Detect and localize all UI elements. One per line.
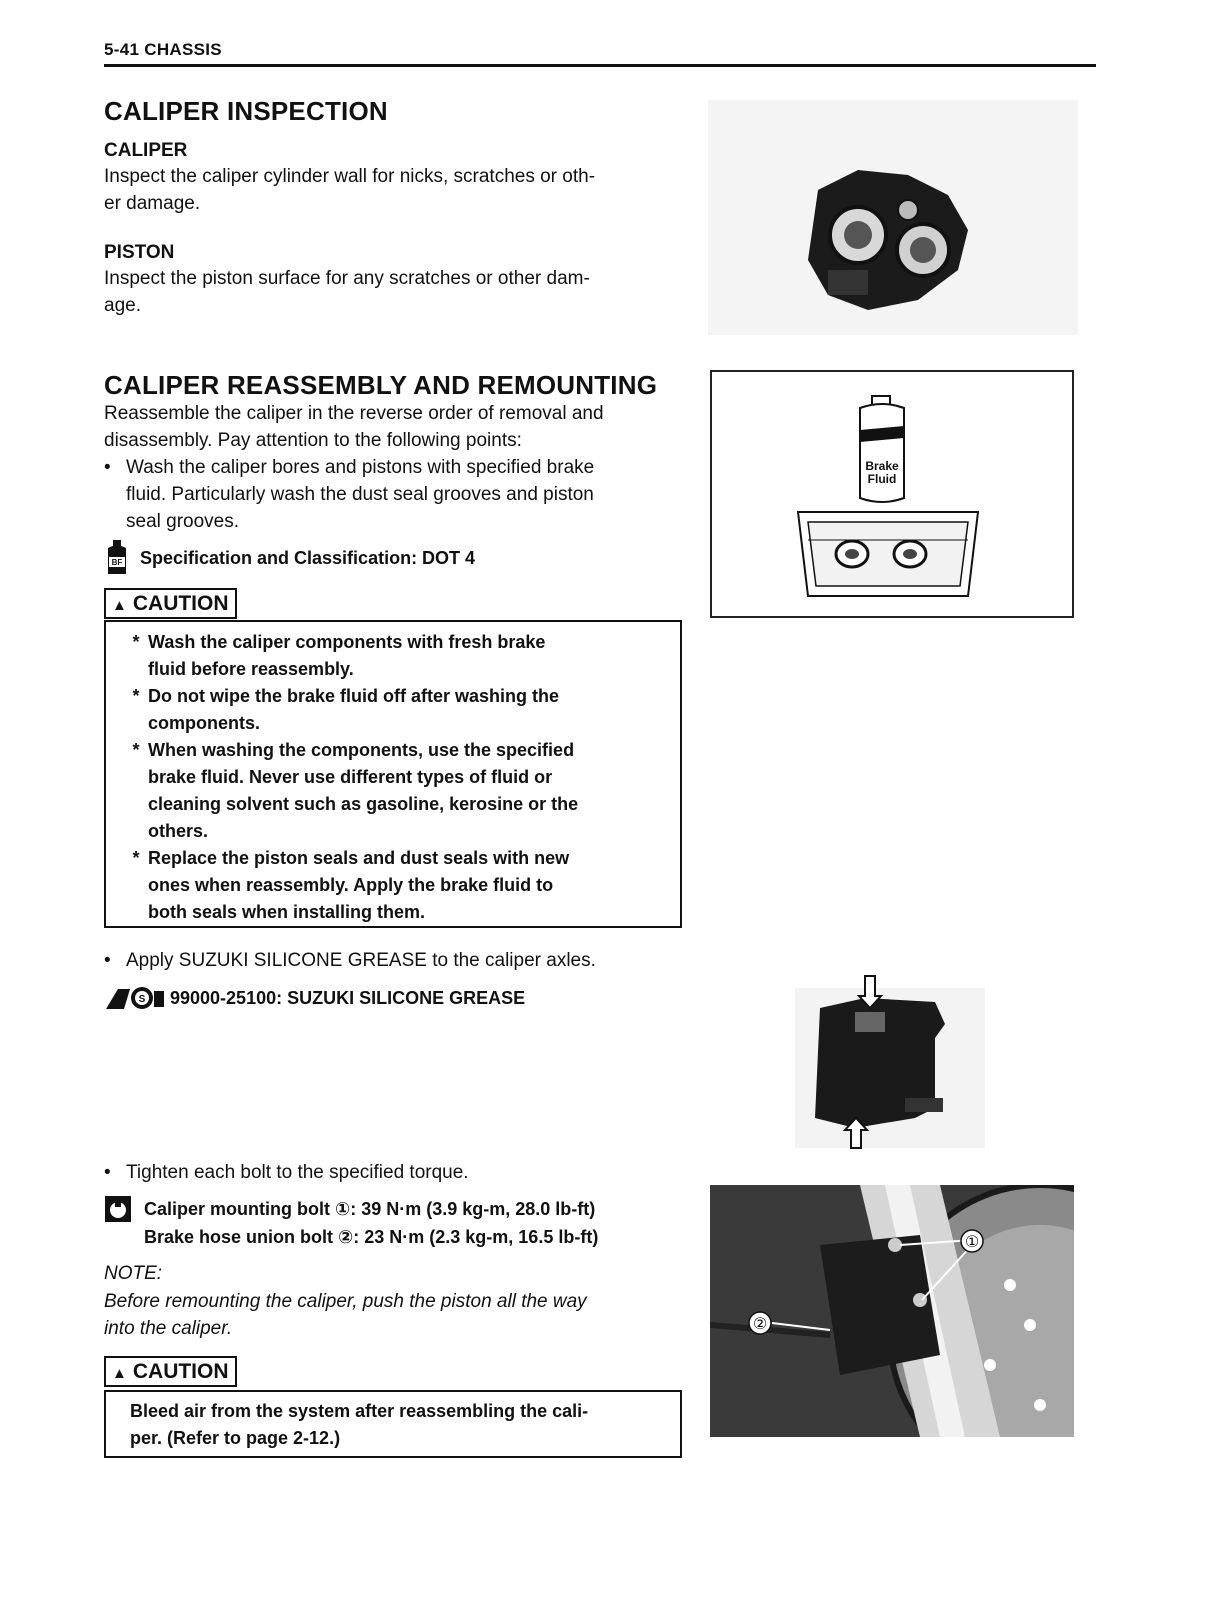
caution-item bbox=[124, 629, 660, 683]
callout-2: ② bbox=[752, 1314, 768, 1333]
caution-label: CAUTION bbox=[132, 1360, 229, 1383]
torque-caliper-bolt: Caliper mounting bolt ①: 39 N·m (3.9 kg-m, 28.0 lb-ft) bbox=[144, 1198, 596, 1219]
caliper-photo bbox=[708, 100, 1078, 335]
caution-text: others. bbox=[148, 821, 209, 841]
asterisk-icon: * bbox=[132, 632, 140, 652]
caution-text: brake fluid. Never use different types of fluid or bbox=[148, 767, 553, 787]
asterisk-icon: * bbox=[132, 740, 140, 760]
caution-text: ones when reassembly. Apply the brake fluid to bbox=[148, 875, 554, 895]
torque-union-bolt: Brake hose union bolt ②: 23 N·m (2.3 kg-m, 16.5 lb-ft) bbox=[144, 1227, 599, 1247]
caliper-paragraph bbox=[104, 163, 689, 217]
intro-line: Reassemble the caliper in the reverse order of removal and bbox=[104, 403, 604, 424]
grease-icon bbox=[104, 983, 166, 1013]
caliper-text-line: Inspect the caliper cylinder wall for nicks, scratches or oth- bbox=[104, 166, 596, 187]
spec-line bbox=[104, 540, 475, 576]
piston-text-line: age. bbox=[104, 295, 141, 316]
note-body bbox=[104, 1288, 704, 1342]
page-header: 5-41 CHASSIS bbox=[104, 40, 222, 59]
header-rule bbox=[104, 64, 1096, 67]
reassembly-intro bbox=[104, 400, 689, 454]
piston-heading: PISTON bbox=[104, 242, 175, 263]
torque-wrench-icon bbox=[104, 1195, 134, 1223]
mounted-caliper-photo bbox=[710, 1185, 1074, 1437]
asterisk-icon: * bbox=[132, 848, 140, 868]
bullet-torque bbox=[104, 1159, 704, 1186]
note-line: Before remounting the caliper, push the piston all the way bbox=[104, 1291, 587, 1312]
callout-1: ① bbox=[964, 1232, 980, 1251]
caution-item bbox=[124, 683, 660, 737]
intro-line: disassembly. Pay attention to the following points: bbox=[104, 430, 522, 451]
section-title-reassembly: CALIPER REASSEMBLY AND REMOUNTING bbox=[104, 370, 658, 400]
caution-text: Bleed air from the system after reassembling the cali- bbox=[130, 1401, 589, 1421]
bullet-icon: • bbox=[104, 1162, 111, 1183]
section-title-inspection: CALIPER INSPECTION bbox=[104, 96, 388, 126]
note-line: into the caliper. bbox=[104, 1318, 233, 1339]
caliper-axle-photo bbox=[795, 968, 985, 1163]
bullet-icon: • bbox=[104, 457, 111, 478]
bullet-text: Apply SUZUKI SILICONE GREASE to the caliper axles. bbox=[126, 950, 596, 971]
bullet-wash bbox=[104, 454, 704, 535]
spec-label: Specification and Classification: DOT 4 bbox=[140, 547, 476, 568]
caution-text: Replace the piston seals and dust seals with new bbox=[148, 848, 570, 868]
brake-fluid-icon bbox=[104, 540, 130, 576]
brake-fluid-figure bbox=[710, 370, 1074, 618]
bullet-icon: • bbox=[104, 950, 111, 971]
caliper-text-line: er damage. bbox=[104, 193, 201, 214]
caution-text: per. (Refer to page 2-12.) bbox=[130, 1428, 341, 1448]
caution-label: CAUTION bbox=[132, 592, 229, 615]
grease-spec-label: 99000-25100: SUZUKI SILICONE GREASE bbox=[170, 987, 526, 1008]
grease-icon-text: S bbox=[138, 994, 146, 1005]
caution-text: both seals when installing them. bbox=[148, 902, 426, 922]
caution-text: When washing the components, use the specified bbox=[148, 740, 575, 760]
asterisk-icon: * bbox=[132, 686, 140, 706]
caution-tag-2 bbox=[104, 1356, 237, 1387]
piston-paragraph bbox=[104, 265, 689, 319]
caution-item bbox=[124, 845, 660, 926]
can-label-line1: Brake bbox=[865, 459, 899, 473]
caution-text: Do not wipe the brake fluid off after washing the bbox=[148, 686, 560, 706]
bullet-grease bbox=[104, 947, 724, 974]
piston-text-line: Inspect the piston surface for any scratches or other dam- bbox=[104, 268, 590, 289]
caution-text: components. bbox=[148, 713, 261, 733]
note-label: NOTE: bbox=[104, 1263, 163, 1284]
warning-triangle-icon: ▲ bbox=[112, 597, 127, 614]
caution-text: Wash the caliper components with fresh brake bbox=[148, 632, 546, 652]
torque-spec bbox=[104, 1195, 704, 1251]
bullet-text: Wash the caliper bores and pistons with specified brake bbox=[126, 457, 595, 478]
caliper-heading: CALIPER bbox=[104, 140, 188, 161]
caution-text: fluid before reassembly. bbox=[148, 659, 354, 679]
brake-fluid-illustration bbox=[712, 372, 1072, 616]
grease-spec-line bbox=[104, 983, 525, 1013]
brake-fluid-icon-text: BF bbox=[111, 558, 123, 567]
caution-tag-1 bbox=[104, 588, 237, 619]
caution-text: cleaning solvent such as gasoline, kerosine or the bbox=[148, 794, 579, 814]
warning-triangle-icon: ▲ bbox=[112, 1365, 127, 1382]
bullet-text: fluid. Particularly wash the dust seal grooves and piston bbox=[126, 484, 594, 505]
can-label-line2: Fluid bbox=[867, 472, 897, 486]
caution-box-2 bbox=[104, 1390, 682, 1458]
bullet-text: Tighten each bolt to the specified torque. bbox=[126, 1162, 469, 1183]
bullet-text: seal grooves. bbox=[126, 511, 240, 532]
caution-item bbox=[124, 737, 660, 845]
caution-box-1 bbox=[104, 620, 682, 928]
